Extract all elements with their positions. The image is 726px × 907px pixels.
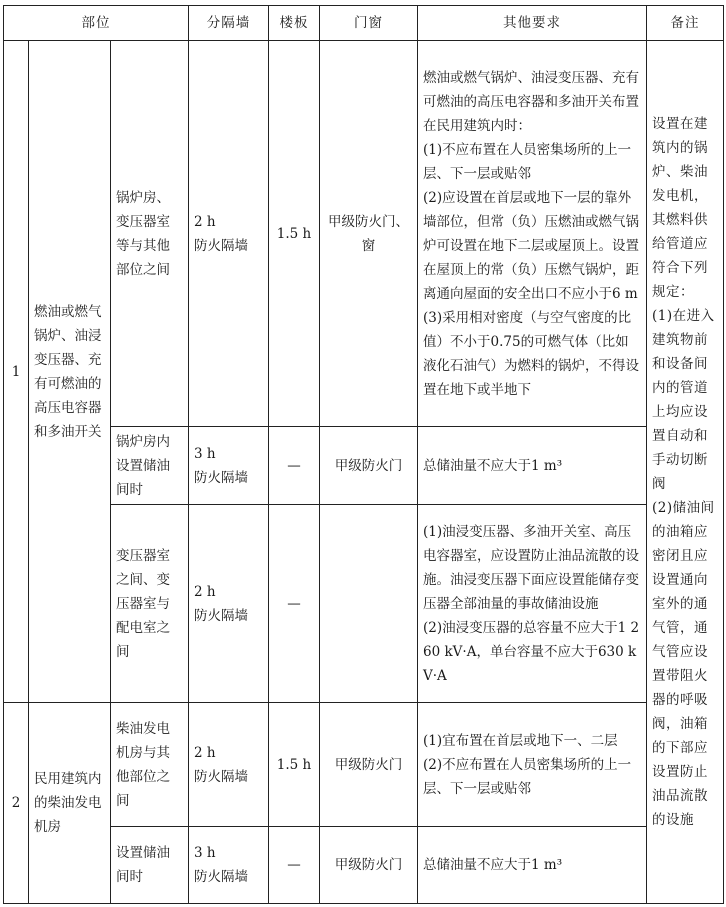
requirement-item: (2)油浸变压器的总容量不应大于1 260 kV·A，单台容量不应大于630 kV·A: [423, 619, 640, 684]
group-index: 1: [4, 41, 29, 703]
table-row: [4, 703, 724, 827]
other-requirements: [418, 703, 647, 827]
door-cell: 甲级防火门: [320, 703, 418, 827]
wall-cell: [189, 827, 269, 904]
wall-cell: [189, 41, 269, 427]
requirement-item: 总储油量不应大于1 m³: [423, 857, 563, 873]
requirement-item: (1)不应布置在人员密集场所的上一层、下一层或贴邻: [423, 141, 632, 182]
header-remark: 备注: [647, 6, 724, 41]
header-floor: 楼板: [269, 6, 320, 41]
floor-cell: 1.5 h: [269, 703, 320, 827]
wall-type: 防火隔墙: [194, 869, 249, 885]
requirement-item: (1)油浸变压器、多油开关室、高压电容器室，应设置防止油品流散的设施。油浸变压器下面应设置能储存变压器全部油量的事故储油设施: [423, 523, 640, 612]
wall-rating: 3 h: [194, 845, 216, 861]
door-cell: 甲级防火门: [320, 427, 418, 505]
fire-separation-table: [3, 5, 724, 904]
fire-separation-table-container: [3, 5, 724, 904]
wall-type: 防火隔墙: [194, 768, 249, 785]
floor-cell: 1.5 h: [269, 41, 320, 427]
requirement-item: (3)采用相对密度（与空气密度的比值）不小于0.75的可燃气体（比如液化石油气）为燃料的锅炉，不得设置在地下或半地下: [423, 309, 640, 398]
wall-cell: [189, 703, 269, 827]
remark-item: (1)在进入建筑物前和设备间内的管道上均应设置自动和手动切断阀: [652, 308, 715, 492]
remark-item: (2)储油间的油箱应密闭且应设置通向室外的通气管，通气管应设置带阻火器的呼吸阀，油箱的下部应设置防止油品流散的设施: [652, 500, 715, 828]
table-row: [4, 41, 724, 427]
wall-type: 防火隔墙: [194, 469, 249, 486]
wall-type: 防火隔墙: [194, 607, 249, 624]
other-requirements: [418, 827, 647, 904]
table-row: [4, 427, 724, 505]
requirement-item: 总储油量不应大于1 m³: [423, 457, 563, 474]
wall-rating: 2 h: [194, 744, 216, 761]
group-name: 燃油或燃气锅炉、油浸变压器、充有可燃油的高压电容器和多油开关: [29, 41, 111, 703]
wall-rating: 2 h: [194, 213, 216, 230]
sub-part: 变压器室之间、变压器室与配电室之间: [111, 505, 189, 703]
header-other: 其他要求: [418, 6, 647, 41]
header-row: [4, 6, 724, 41]
wall-type: 防火隔墙: [194, 237, 249, 254]
header-part: 部位: [4, 6, 189, 41]
requirement-item: 燃油或燃气锅炉、油浸变压器、充有可燃油的高压电容器和多油开关布置在民用建筑内时：: [423, 69, 640, 134]
door-cell: [320, 505, 418, 703]
sub-part: 锅炉房、变压器室等与其他部位之间: [111, 41, 189, 427]
remark-cell: [647, 41, 724, 904]
other-requirements: [418, 41, 647, 427]
door-cell: 甲级防火门: [320, 827, 418, 904]
sub-part: 柴油发电机房与其他部位之间: [111, 703, 189, 827]
wall-cell: [189, 427, 269, 505]
table-row: [4, 505, 724, 703]
group-name: 民用建筑内的柴油发电机房: [29, 703, 111, 904]
table-row: [4, 827, 724, 904]
other-requirements: [418, 427, 647, 505]
requirement-item: (2)不应布置在人员密集场所的上一层、下一层或贴邻: [423, 756, 632, 797]
sub-part: 锅炉房内设置储油间时: [111, 427, 189, 505]
sub-part: 设置储油间时: [111, 827, 189, 904]
door-cell: 甲级防火门、窗: [320, 41, 418, 427]
remark-intro: 设置在建筑内的锅炉、柴油发电机，其燃料供给管道应符合下列规定：: [652, 116, 709, 300]
wall-rating: 2 h: [194, 583, 216, 600]
floor-cell: —: [269, 505, 320, 703]
requirement-item: (2)应设置在首层或地下一层的靠外墙部位，但常（负）压燃油或燃气锅炉可设置在地下二层或屋顶上。设置在屋顶上的常（负）压燃气锅炉，距离通向屋面的安全出口不应小于6 m: [423, 189, 640, 302]
floor-cell: —: [269, 427, 320, 505]
header-wall: 分隔墙: [189, 6, 269, 41]
floor-cell: —: [269, 827, 320, 904]
header-door: 门窗: [320, 6, 418, 41]
wall-rating: 3 h: [194, 445, 216, 462]
requirement-item: (1)宜布置在首层或地下一、二层: [423, 732, 618, 749]
other-requirements: [418, 505, 647, 703]
wall-cell: [189, 505, 269, 703]
group-index: 2: [4, 703, 29, 904]
